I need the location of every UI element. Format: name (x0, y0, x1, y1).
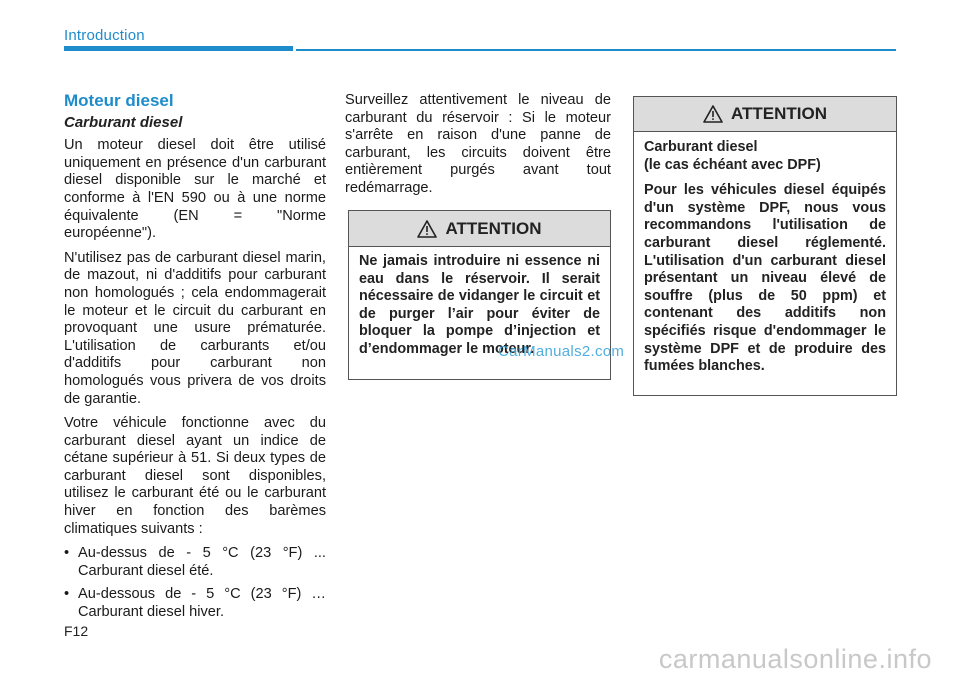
attention-text: Pour les véhicules diesel équipés d'un système DPF, nous vous recommandons l'utilisation de carburant diesel réglementé. L'utilisation d'un carburant diesel présentant un niveau élevé de souffre (plus de 50 ppm) et contenant des additifs non spécifiés risque d'endommager le système DPF et de produire des fumées blanches. (644, 182, 886, 375)
climate-list (64, 545, 326, 621)
list-item (64, 586, 326, 621)
footer-watermark: carmanualsonline.info (658, 644, 932, 674)
list-item-text: Au-dessus de - 5 °C (23 °F) ... Carburant diesel été. (78, 545, 326, 579)
attention-lead (644, 139, 886, 174)
paragraph-fuel-standard: Un moteur diesel doit être utilisé uniquement en présence d'un carburant diesel disponible sur le marché et conforme à l'EN 590 ou à une norme équivalente (EN = "Norme européenne"). (64, 137, 326, 242)
bullet: • (64, 545, 70, 562)
attention-title: ATTENTION (445, 218, 542, 238)
paragraph-cetane: Votre véhicule fonctionne avec du carburant diesel ayant un indice de cétane supérieur à 51. Si deux types de carburant diesel sont disponibles, utilisez le carburant été ou le carburant hiver en fonction des barèmes climatiques suivants : (64, 415, 326, 537)
paragraph-fuel-level: Surveillez attentivement le niveau de carburant du réservoir : Si le moteur s'arrête en raison d'une panne de carburant, les circuits doivent être entièrement purgés avant tout redémarrage. (345, 92, 611, 196)
attention-lead-line1: Carburant diesel (644, 139, 758, 155)
attention-header (634, 97, 896, 132)
paragraph-fuel-warning: N'utilisez pas de carburant diesel marin, de mazout, ni d'additifs pour carburant non homologués ; cela endommagerait le moteur et le circuit du carburant en provoquant une usure prématurée. L'utilisation de carburants et/ou d'additifs pour carburant non homologués vous privera de vos droits de garantie. (64, 249, 326, 407)
attention-title: ATTENTION (730, 104, 827, 123)
header-rule-thick (64, 46, 293, 51)
section-heading: Moteur diesel (64, 91, 174, 110)
attention-body (349, 247, 610, 359)
attention-lead-line2: (le cas échéant avec DPF) (644, 156, 821, 173)
attention-box-dpf (633, 96, 897, 396)
sub-heading: Carburant diesel (64, 113, 183, 131)
warning-triangle-icon (703, 105, 723, 123)
attention-header (349, 211, 610, 247)
attention-text: Ne jamais introduire ni essence ni eau dans le réservoir. Il serait nécessaire de vidanger le circuit et de purger l’air pour éviter de bloquer la pompe d’injection et d’endommager le moteur. (359, 253, 600, 357)
middle-column (345, 92, 611, 205)
inline-watermark: CarManuals2.com (498, 343, 625, 360)
list-item-text: Au-dessous de - 5 °C (23 °F) … Carburant diesel hiver. (78, 586, 326, 621)
page-number: F12 (64, 623, 89, 639)
bullet: • (64, 586, 70, 603)
header-rule-thin (296, 49, 896, 51)
section-title: Introduction (64, 27, 145, 44)
warning-triangle-icon (417, 220, 437, 238)
attention-body (634, 132, 896, 376)
left-column (64, 92, 326, 628)
list-item (64, 545, 326, 580)
